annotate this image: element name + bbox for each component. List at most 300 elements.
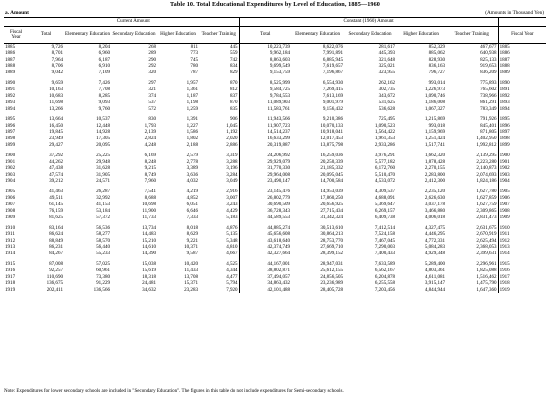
fiscal-year-header: Fiscal Year — [4, 27, 28, 44]
value-cell: 9,760 — [98, 105, 110, 112]
value-cell: 1,187 — [186, 93, 198, 99]
value-cell: 1,226,973 — [424, 86, 446, 93]
value-cell: 3,389 — [186, 165, 198, 172]
value-cell: 73,380 — [96, 274, 110, 280]
value-cell: 5,577,182 — [374, 159, 396, 165]
value-cell: 2,631,675 — [476, 224, 497, 231]
value-cell: 7,426 — [98, 80, 110, 86]
value-cell: 12,448 — [96, 122, 110, 129]
value-cell: 2,412,300 — [424, 178, 446, 184]
value-cell: 6,554,930 — [322, 80, 344, 86]
year-cell: 1893 — [498, 100, 546, 106]
value-cell: 9,215 — [144, 165, 156, 172]
value-cell: 8,749 — [144, 171, 156, 178]
year-cell: 1914 — [5, 250, 16, 257]
value-cell: 8,688 — [144, 195, 156, 201]
value-cell: 7,613,169 — [322, 93, 344, 99]
year-cell: 1900 — [498, 153, 546, 159]
higher-header: Higher Education — [157, 27, 199, 44]
value-cell: 780 — [190, 63, 198, 69]
value-cell: 4,929,348 — [424, 250, 446, 257]
value-cell: 6,204,878 — [374, 274, 396, 280]
value-cell: 8,525,999 — [239, 80, 291, 86]
total-header: Total — [239, 27, 291, 44]
value-cell: 9,699,549 — [239, 63, 291, 69]
value-cell: 136,675 — [46, 280, 63, 287]
expenditure-table — [4, 17, 546, 293]
value-cell: 8,204 — [98, 43, 110, 50]
value-cell: 24,206,992 — [239, 153, 291, 159]
value-cell: 20,095 — [96, 142, 110, 148]
value-cell: 1,992,812 — [476, 142, 497, 148]
year-cell: 1886 — [498, 50, 546, 56]
units-label: (Amounts in Thousand Yen) — [485, 10, 544, 16]
value-cell: 837 — [229, 93, 238, 99]
value-cell: 7,412,514 — [374, 224, 396, 231]
value-cell: 56,440 — [96, 244, 110, 250]
value-cell: 13,266 — [49, 105, 63, 112]
value-cell: 4,006,018 — [424, 214, 446, 221]
value-cell: 321 — [148, 86, 156, 93]
value-cell: 775,893 — [480, 80, 497, 86]
value-cell: 23,145,476 — [239, 189, 291, 195]
value-cell: 29,964,008 — [239, 172, 291, 178]
value-cell: 1,475,790 — [476, 280, 497, 287]
year-cell: 1898 — [5, 135, 16, 142]
value-cell: 7,290,003 — [374, 244, 396, 250]
year-cell: 1897 — [5, 129, 16, 135]
value-cell: 1,192 — [226, 129, 238, 135]
value-cell: 536,628 — [378, 105, 396, 112]
value-cell: 13,664 — [49, 116, 63, 123]
value-cell: 42,327,664 — [239, 251, 291, 257]
year-cell: 1908 — [498, 208, 546, 214]
value-cell: 13,734 — [142, 224, 156, 231]
value-cell: 2,139 — [144, 129, 156, 135]
value-cell: 1,824,186 — [476, 178, 497, 184]
value-cell: 17,305 — [96, 135, 110, 142]
value-cell: 1,627,759 — [476, 201, 497, 208]
year-cell: 1892 — [5, 93, 16, 99]
value-cell: 811 — [190, 43, 198, 50]
value-cell: 1,961,353 — [374, 135, 396, 142]
value-cell: 6,172,760 — [374, 165, 396, 172]
year-cell: 1888 — [498, 63, 546, 69]
value-cell: 32,992 — [96, 195, 110, 201]
value-cell: 9,584,725 — [239, 87, 291, 93]
value-cell: 47,438 — [49, 165, 63, 172]
value-cell: 7,964 — [51, 56, 63, 63]
value-cell: 2,296,961 — [476, 261, 497, 267]
value-cell: 2,824 — [144, 135, 156, 142]
value-cell: 3,243 — [226, 201, 238, 208]
value-cell: 81,625 — [49, 214, 63, 221]
value-cell: 31,628 — [96, 165, 110, 172]
value-cell: 24,481 — [142, 280, 156, 287]
value-cell: 4,327,475 — [424, 224, 446, 231]
value-cell: 745 — [190, 56, 198, 63]
value-cell: 26,802,779 — [239, 195, 291, 201]
value-cell: 2,831,473 — [476, 214, 497, 221]
value-cell: 14,390 — [142, 250, 156, 257]
value-cell: 24,856,505 — [320, 274, 344, 280]
value-cell: 7,333 — [186, 214, 198, 221]
table-body — [4, 44, 546, 294]
value-cell: 1,198 — [186, 99, 198, 106]
value-cell: 6,646 — [186, 208, 198, 214]
secondary-header: Secondary Education — [111, 27, 157, 44]
value-cell: 31,342,324 — [320, 214, 344, 221]
value-cell: 29,427 — [49, 142, 63, 148]
value-cell: 2,886 — [226, 142, 238, 148]
year-cell: 1910 — [498, 225, 546, 231]
value-cell: 742 — [229, 56, 238, 63]
constant-amount-header: Constant (1960) Amount — [239, 18, 498, 27]
value-cell: 738,966 — [480, 93, 497, 99]
year-cell: 1911 — [5, 231, 15, 238]
value-cell: 27,669,710 — [320, 244, 344, 250]
value-cell: 6,187 — [98, 56, 110, 63]
value-cell: 57,025 — [96, 261, 110, 267]
year-cell: 1917 — [5, 274, 16, 280]
year-cell: 1905 — [5, 188, 16, 195]
year-cell: 1900 — [5, 152, 16, 159]
value-cell: 3,636 — [186, 171, 198, 178]
elementary-header: Elementary Education — [291, 27, 344, 44]
value-cell: 8,018 — [186, 224, 198, 231]
value-cell: 20,095,045 — [320, 171, 344, 178]
value-cell: 4,876 — [226, 224, 238, 231]
year-cell: 1887 — [5, 56, 16, 63]
value-cell: 10,698 — [142, 201, 156, 208]
value-cell: 262,162 — [378, 80, 396, 86]
value-cell: 6,562,167 — [374, 267, 396, 274]
value-cell: 321,648 — [378, 56, 396, 63]
total-header: Total — [28, 27, 64, 44]
value-cell: 16,259,036 — [320, 152, 344, 159]
value-cell: 11,583,761 — [239, 106, 291, 112]
value-cell: 787 — [190, 69, 198, 76]
value-cell: 5,135 — [226, 231, 238, 238]
value-cell: 4,477 — [226, 274, 238, 280]
value-cell: 830 — [148, 116, 156, 123]
value-cell: 1,391 — [186, 116, 198, 123]
year-cell: 1916 — [5, 267, 16, 274]
value-cell: 83,164 — [49, 224, 63, 231]
value-cell: 42,101,488 — [239, 287, 291, 293]
value-cell: 5,794 — [226, 280, 238, 287]
value-cell: 25,225 — [96, 152, 110, 159]
year-cell: 1915 — [498, 261, 546, 267]
value-cell: 16,450 — [49, 122, 63, 129]
value-cell: 290 — [148, 56, 156, 63]
value-cell: 5,183 — [226, 214, 238, 221]
value-cell: 38,802,871 — [239, 268, 291, 274]
value-cell: 26,287 — [96, 188, 110, 195]
value-cell: 640,938 — [480, 50, 497, 57]
value-cell: 1,251,424 — [424, 135, 446, 142]
value-cell: 91,229 — [96, 280, 110, 287]
elementary-header: Elementary Education — [64, 27, 111, 44]
value-cell: 2,368,053 — [476, 244, 497, 250]
value-cell: 1,067,327 — [424, 105, 446, 112]
value-cell: 297 — [148, 80, 156, 86]
value-cell: 537 — [148, 99, 156, 106]
value-cell: 6,051 — [186, 201, 198, 208]
value-cell: 15,371 — [184, 280, 198, 287]
value-cell: 343,672 — [378, 93, 396, 99]
value-cell: 467,677 — [480, 43, 497, 50]
value-cell: 559 — [229, 50, 238, 57]
teacher-header: Teacher Training — [199, 27, 239, 44]
value-cell: 15,038 — [142, 261, 156, 267]
value-cell: 13,875,798 — [320, 142, 344, 148]
value-cell: 10,537 — [96, 116, 110, 123]
year-cell: 1888 — [5, 63, 16, 69]
year-cell: 1896 — [498, 123, 546, 129]
value-cell: 20,250,339 — [320, 159, 344, 165]
value-cell: 1,793 — [144, 122, 156, 129]
value-cell: 7,203,456 — [374, 286, 396, 293]
value-cell: 1,516,462 — [476, 274, 497, 280]
value-cell: 44,885,274 — [239, 225, 291, 231]
value-cell: 11,089,903 — [239, 100, 291, 106]
value-cell: 37,292 — [49, 152, 63, 159]
value-cell: 4,667 — [226, 250, 238, 257]
value-cell: 30,690,509 — [239, 202, 291, 208]
value-cell: 572 — [148, 105, 156, 112]
value-cell: 7,524,158 — [374, 231, 396, 238]
year-cell: 1896 — [5, 122, 16, 129]
value-cell: 5,369,647 — [374, 201, 396, 208]
value-cell: 836,209 — [480, 69, 497, 76]
value-cell: 2,140,873 — [476, 165, 497, 172]
value-cell: 885,062 — [428, 50, 446, 57]
value-cell: 1,186,008 — [424, 99, 446, 106]
value-cell: 3,466,880 — [424, 208, 446, 214]
value-cell: 9,659 — [51, 80, 63, 86]
year-cell: 1907 — [498, 202, 546, 208]
value-cell: 2,626,630 — [424, 195, 446, 201]
value-cell: 4,844,944 — [424, 286, 446, 293]
value-cell: 4,032 — [186, 178, 198, 184]
year-cell: 1894 — [5, 105, 16, 112]
value-cell: 7,109 — [98, 69, 110, 76]
value-cell: 61,145 — [49, 201, 63, 208]
value-cell: 1,227 — [186, 122, 198, 129]
value-cell: 20,319,887 — [239, 142, 291, 148]
value-cell: 4,611,081 — [425, 274, 446, 280]
value-cell: 55,233 — [96, 250, 110, 257]
value-cell: 39,212 — [49, 178, 63, 184]
value-cell: 11,943,566 — [239, 116, 291, 122]
value-cell: 4,219 — [186, 188, 198, 195]
value-cell: 7,920 — [226, 286, 238, 293]
value-cell: 10,371 — [184, 244, 198, 250]
year-cell: 1890 — [5, 80, 16, 86]
year-cell: 1891 — [498, 87, 546, 93]
value-cell: 7,960 — [144, 178, 156, 184]
value-cell: 834 — [229, 63, 238, 69]
value-cell: 24,571 — [96, 178, 110, 184]
value-cell: 374 — [148, 93, 156, 99]
value-cell: 44,167,001 — [239, 261, 291, 267]
value-cell: 23,236,989 — [320, 280, 344, 287]
value-cell: 30,864,213 — [320, 231, 344, 238]
value-cell: 19,845 — [49, 129, 63, 135]
value-cell: 1,802 — [186, 135, 198, 142]
value-cell: 796,727 — [428, 69, 446, 76]
value-cell: 7,269,415 — [322, 86, 344, 93]
value-cell: 92,257 — [49, 267, 63, 274]
value-cell: 2,235,120 — [424, 188, 446, 195]
year-cell: 1903 — [5, 171, 16, 178]
value-cell: 1,627,780 — [476, 188, 497, 195]
value-cell: 12,017,453 — [320, 135, 344, 142]
value-cell: 1,402,950 — [476, 135, 497, 142]
value-cell: 13,708 — [184, 274, 198, 280]
year-cell: 1887 — [498, 57, 546, 63]
value-cell: 852,329 — [428, 43, 446, 50]
value-cell: 1,045 — [226, 122, 238, 129]
year-cell: 1902 — [5, 165, 16, 172]
value-cell: 829 — [229, 69, 238, 76]
value-cell: 57,372 — [96, 214, 110, 221]
value-cell: 2,283,800 — [424, 171, 446, 178]
value-cell: 320 — [148, 69, 156, 76]
year-cell: 1905 — [498, 189, 546, 195]
value-cell: 9,962,184 — [239, 50, 291, 56]
value-cell: 9,153,759 — [239, 70, 291, 76]
value-cell: 10,918,041 — [320, 129, 344, 135]
value-cell: 29,948 — [96, 159, 110, 165]
value-cell: 23,949 — [49, 135, 63, 142]
year-cell: 1895 — [498, 116, 546, 122]
value-cell: 7,619,657 — [322, 63, 344, 69]
value-cell: 773 — [190, 50, 198, 57]
value-cell: 1,878,428 — [424, 159, 446, 165]
year-cell: 1910 — [5, 224, 16, 231]
value-cell: 37,494,057 — [239, 274, 291, 280]
value-cell: 10,223,739 — [239, 44, 291, 51]
value-cell: 325,021 — [378, 63, 396, 69]
value-cell: 10,163 — [49, 86, 63, 93]
value-cell: 15,210 — [142, 237, 156, 244]
value-cell: 18,318 — [142, 274, 156, 280]
value-cell: 7,541 — [144, 188, 156, 195]
value-cell: 23,490,147 — [239, 178, 291, 184]
value-cell: 41,153 — [96, 201, 110, 208]
value-cell: 9,726 — [51, 43, 63, 50]
value-cell: 2,916 — [226, 188, 238, 195]
value-cell: 1,647,360 — [476, 286, 497, 293]
value-cell: 2,670,919 — [476, 231, 497, 238]
value-cell: 292 — [148, 63, 156, 69]
value-cell: 870 — [229, 80, 238, 86]
value-cell: 3,049 — [226, 178, 238, 184]
year-cell: 1897 — [498, 129, 546, 135]
value-cell: 871,805 — [480, 129, 497, 135]
value-cell: 42,374,749 — [239, 244, 291, 250]
value-cell: 9,042 — [51, 69, 63, 76]
value-cell: 202,411 — [46, 286, 63, 293]
year-cell: 1913 — [5, 244, 16, 250]
year-cell: 1917 — [498, 274, 546, 280]
value-cell: 36,728,343 — [239, 208, 291, 214]
value-cell: 2,020 — [226, 135, 238, 142]
year-cell: 1895 — [5, 116, 16, 123]
value-cell: 6,910 — [98, 63, 110, 69]
value-cell: 4,248 — [144, 142, 156, 148]
value-cell: 9,221 — [186, 237, 198, 244]
value-cell: 14,700,584 — [320, 178, 344, 184]
value-cell: 6,409,738 — [374, 214, 396, 221]
value-cell: 86,624 — [49, 231, 63, 238]
secondary-header: Secondary Education — [344, 27, 396, 44]
value-cell: 6,269,157 — [374, 208, 396, 214]
value-cell: 53,184 — [96, 208, 110, 214]
value-cell: 1,517,741 — [424, 142, 446, 148]
value-cell: 302,735 — [378, 86, 396, 93]
value-cell: 2,223,280 — [476, 159, 497, 165]
value-cell: 8,248 — [144, 159, 156, 165]
value-cell: 7,708 — [98, 86, 110, 93]
value-cell: 835 — [229, 105, 238, 112]
value-cell: 4,810 — [226, 244, 238, 250]
value-cell: 993,014 — [428, 80, 446, 86]
year-cell: 1893 — [5, 99, 16, 106]
year-cell: 1906 — [498, 195, 546, 201]
year-cell: 1918 — [5, 280, 16, 287]
table-row — [4, 287, 546, 293]
teacher-header: Teacher Training — [446, 27, 498, 44]
value-cell: 3,196 — [226, 165, 238, 172]
value-cell: 812 — [229, 86, 238, 93]
fiscal-year-header: Fiscal Year — [498, 27, 546, 44]
value-cell: 268 — [148, 43, 156, 50]
year-cell: 1892 — [498, 93, 546, 99]
value-cell: 1,825,088 — [476, 267, 497, 274]
value-cell: 30,513,610 — [320, 224, 344, 231]
year-cell: 1902 — [498, 165, 546, 171]
year-cell: 1885 — [5, 43, 16, 50]
value-cell: 1,159,969 — [424, 129, 446, 135]
value-cell: 725,495 — [378, 116, 396, 123]
value-cell: 3,007 — [226, 195, 238, 201]
year-cell: 1899 — [5, 142, 16, 148]
year-cell: 1909 — [498, 215, 546, 221]
year-cell: 1904 — [498, 178, 546, 184]
value-cell: 2,074,693 — [476, 171, 497, 178]
value-cell: 2,579 — [186, 152, 198, 159]
value-cell: 10,420 — [184, 261, 198, 267]
value-cell: 1,215,869 — [424, 116, 446, 123]
value-cell: 110,690 — [46, 274, 63, 280]
value-cell: 4,688,091 — [374, 195, 396, 201]
year-cell: 1908 — [5, 208, 16, 214]
value-cell: 11,907,723 — [239, 123, 291, 129]
value-cell: 1,957 — [186, 80, 198, 86]
value-cell: 7,991,891 — [322, 50, 344, 57]
value-cell: 14,483 — [142, 231, 156, 238]
value-cell: 861,291 — [480, 99, 497, 106]
value-cell: 86,231 — [49, 244, 63, 250]
value-cell: 58,277 — [96, 231, 110, 238]
value-cell: 5,289,400 — [424, 261, 446, 267]
value-cell: 2,778 — [186, 159, 198, 165]
value-cell: 10,070,133 — [320, 122, 344, 129]
value-cell: 7,196,867 — [322, 69, 344, 76]
